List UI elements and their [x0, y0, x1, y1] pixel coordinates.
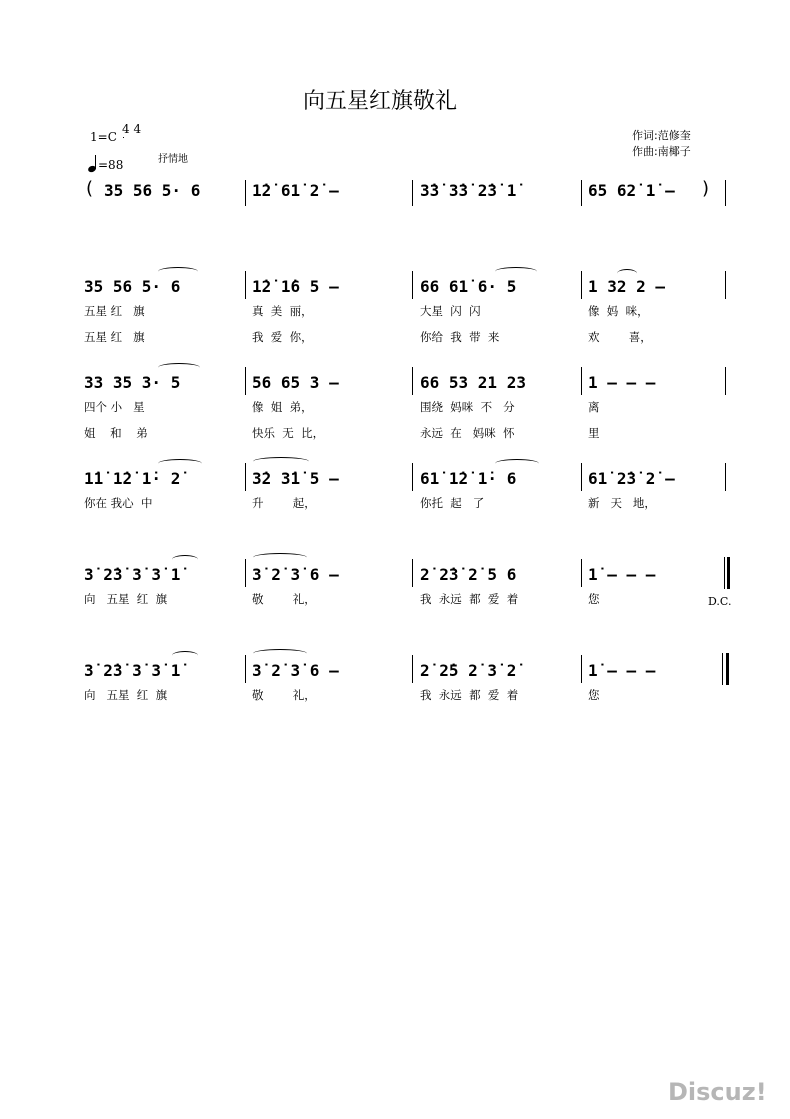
lyric: 姐 和 弟 [84, 426, 148, 440]
measure: 3̇ 2̇3̇ 3̇ 3̇ 1̇ [84, 565, 181, 584]
lyric: 你托 起 了 [420, 496, 485, 510]
measure: 1̇ – – – [588, 661, 656, 680]
lyric: 向 五星 红 旗 [84, 592, 168, 606]
measure: 2̇ 2̇5 2̇ 3̇ 2̇ [420, 661, 517, 680]
measure: 66 53 21 23 [420, 373, 526, 392]
measure: 3̇2 3̇1̇ 5 – [252, 469, 339, 488]
expression-marking: 抒情地 [158, 154, 188, 165]
lyric: 敬 礼， [252, 592, 316, 606]
lyric: 快乐 无 比， [252, 426, 325, 440]
measure: 1̇2̇ 1̇6 5 – [252, 277, 339, 296]
measure: 1̇ – – – [588, 565, 656, 584]
measure: 33 35 3· 5 [84, 373, 181, 392]
lyric: 永远 在 妈咪 怀 [420, 426, 515, 440]
measure: 3̇ 2̇ 3̇ 6 – [252, 661, 339, 680]
composer: 作曲:南椰子 [632, 145, 691, 158]
lyric: 您 [588, 592, 600, 606]
lyric: 像 妈 咪， [588, 304, 649, 318]
measure: 1 – – – [588, 373, 656, 392]
lyricist: 作词:范修奎 [632, 129, 691, 142]
lyric: 您 [588, 688, 600, 702]
lyric: 五星 红 旗 [84, 304, 145, 318]
measure: 61̇ 2̇3̇ 2̇ – [588, 469, 675, 488]
watermark-logo: Discuz! [668, 1078, 767, 1106]
lyric: 敬 礼， [252, 688, 316, 702]
measure: 56 65 3 – [252, 373, 339, 392]
lyric: 我 永远 都 爱 着 [420, 592, 519, 606]
lyric: 大星 闪 闪 [420, 304, 481, 318]
measure: 2̇ 2̇3̇ 2̇ 5 6 [420, 565, 517, 584]
measure: 61̇ 1̇2̇ 1̇· 6 [420, 469, 517, 488]
lyric: 向 五星 红 旗 [84, 688, 168, 702]
lyric: 真 美 丽， [252, 304, 313, 318]
measure: 3̇3̇ 3̇3̇ 2̇3̇ 1̇ [420, 181, 517, 200]
measure: 1̇1̇ 1̇2̇ 1̇· 2̇ [84, 469, 181, 488]
measure: 35 56 5· 6 [104, 181, 201, 200]
lyric: 里 [588, 426, 600, 440]
credits [632, 128, 691, 160]
lyric: 你给 我 带 来 [420, 330, 500, 344]
time-signature [122, 121, 142, 137]
lyric: 欢 喜， [588, 330, 652, 344]
lyric: 我 永远 都 爱 着 [420, 688, 519, 702]
lyric: 五星 红 旗 [84, 330, 145, 344]
tempo-marking [88, 156, 123, 172]
time-signature-bottom: 4 [133, 122, 142, 136]
lyric: 围绕 妈咪 不 分 [420, 400, 515, 414]
close-parenthesis: ) [702, 178, 710, 199]
song-title: 向五星红旗敬礼 [302, 89, 457, 114]
measure: 3̇ 2̇ 3̇ 6 – [252, 565, 339, 584]
lyric: 离 [588, 400, 600, 414]
key-signature: 1=C [90, 130, 117, 144]
measure: 65 62̇ 1̇ – [588, 181, 675, 200]
measure: 66 61̇ 6· 5 [420, 277, 517, 296]
lyric: 你在 我心 中 [84, 496, 153, 510]
time-signature-top: 4 [122, 122, 130, 136]
quarter-note-icon [88, 156, 98, 172]
lyric: 我 爱 你， [252, 330, 313, 344]
measure: 35 56 5· 6 [84, 277, 181, 296]
tempo-value: =88 [98, 158, 124, 172]
measure: 1 32 2 – [588, 277, 666, 296]
open-parenthesis: ( [86, 178, 94, 199]
lyric: 新 天 地， [588, 496, 656, 510]
lyric: 像 姐 弟， [252, 400, 313, 414]
lyric: 升 起， [252, 496, 316, 510]
measure: 1̇2̇ 61̇ 2̇ – [252, 181, 339, 200]
lyric: 四个 小 星 [84, 400, 145, 414]
measure: 3̇ 2̇3̇ 3̇ 3̇ 1̇ [84, 661, 181, 680]
da-capo-marking: D.C. [708, 595, 732, 608]
